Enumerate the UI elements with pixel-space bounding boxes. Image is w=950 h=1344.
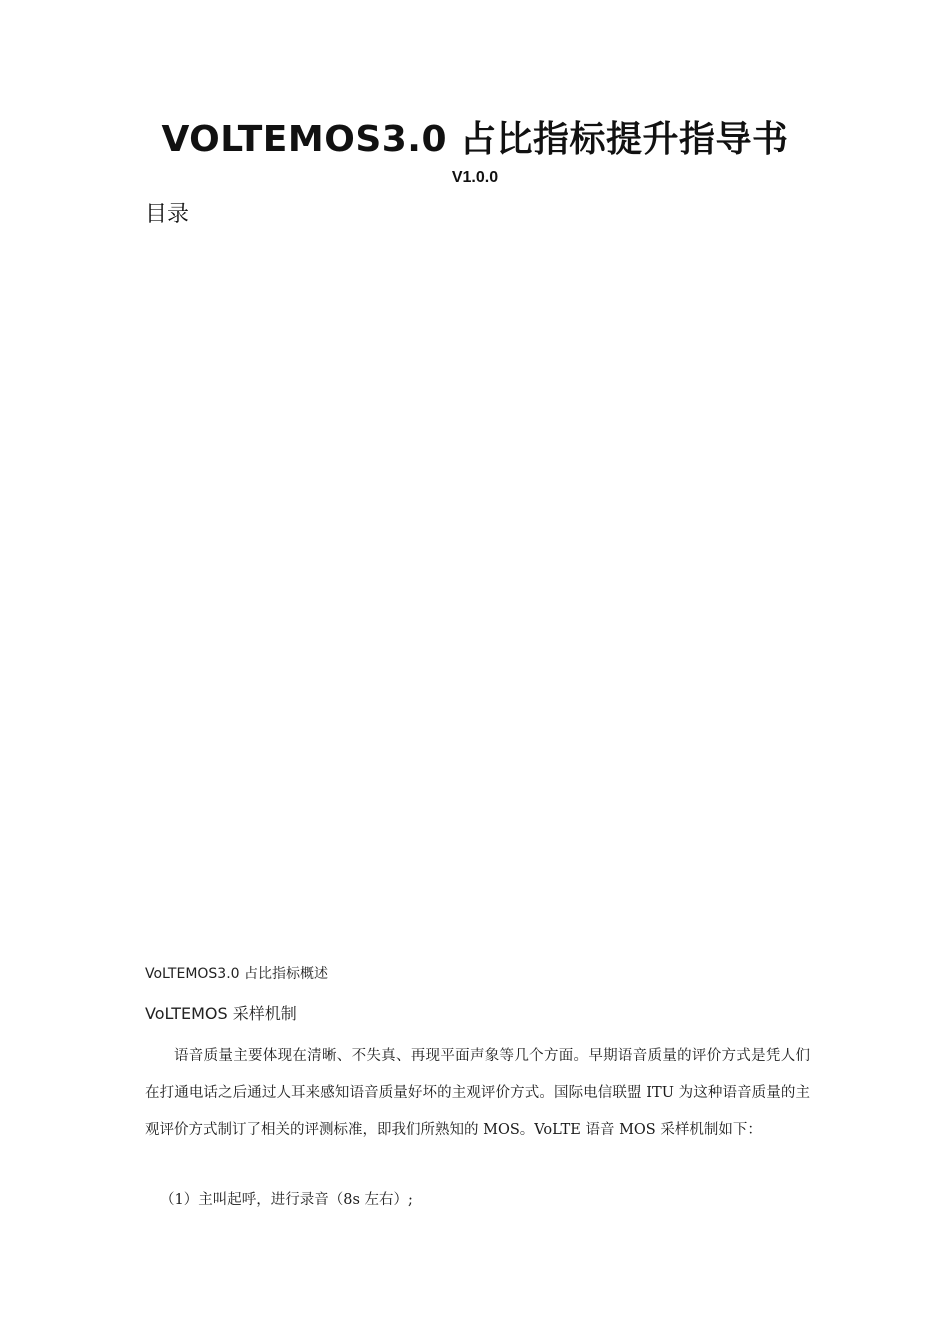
document-version: V1.0.0 (451, 169, 499, 186)
document-title: VOLTEMOS3.0 占比指标提升指导书 (161, 119, 789, 160)
table-of-contents-heading: 目录 (145, 202, 190, 227)
sampling-description (145, 1038, 810, 1149)
sampling-paragraph: 语音质量主要体现在清晰、不失真、再现平面声象等几个方面。早期语音质量的评价方式是凭人们在打通电话之后通过人耳来感知语音质量好坏的主观评价方式。国际电信联盟 ITU 为这种语音质量的主观评价方式制订了相关的评测标准，即我们所熟知的 MOS。VoLTE 语音 MOS 采样机制如下： (145, 1048, 810, 1138)
section-heading-overview: VoLTEMOS3.0 占比指标概述 (145, 966, 329, 982)
sampling-step-1: （1）主叫起呼，进行录音（8s 左右）; (160, 1192, 413, 1208)
section-heading-sampling: VoLTEMOS 采样机制 (145, 1004, 297, 1023)
